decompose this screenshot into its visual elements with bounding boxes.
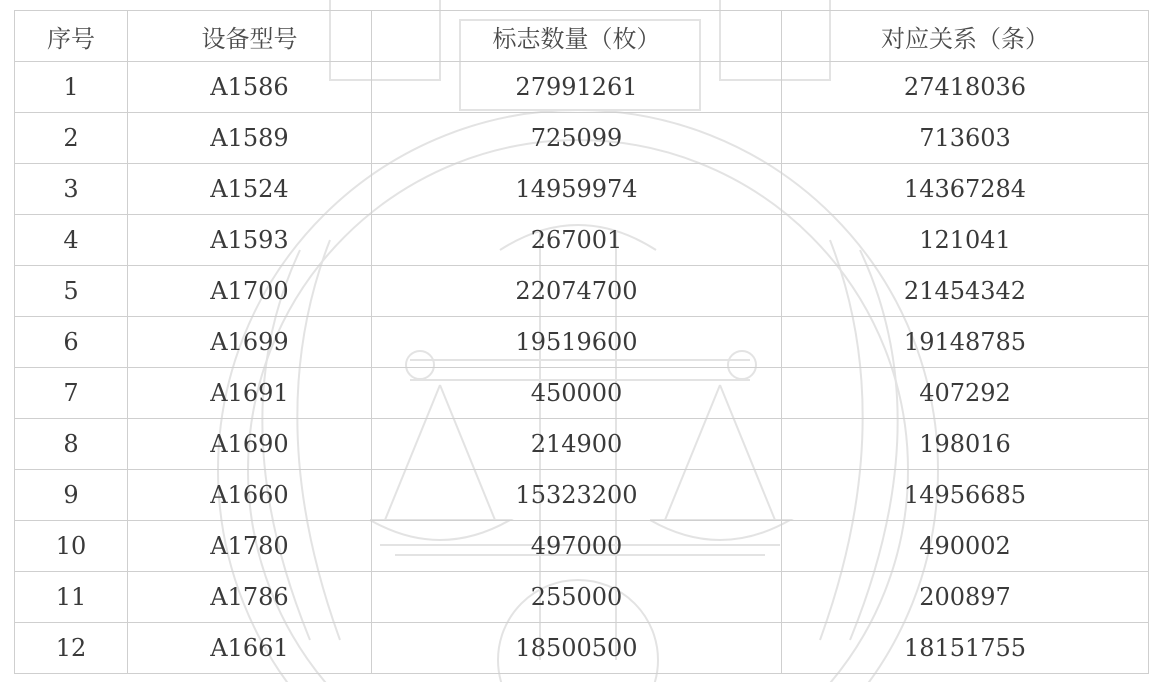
cell-device-model: A1593 [128,215,372,266]
table-row [15,62,1149,113]
table-row [15,572,1149,623]
cell-mapping-count: 14956685 [782,470,1149,521]
table-row [15,470,1149,521]
cell-index: 8 [15,419,128,470]
cell-mapping-count: 18151755 [782,623,1149,674]
cell-device-model: A1586 [128,62,372,113]
data-table [14,10,1149,674]
cell-index: 4 [15,215,128,266]
cell-device-model: A1524 [128,164,372,215]
cell-mark-count: 267001 [372,215,782,266]
table-row [15,317,1149,368]
header-device-model: 设备型号 [128,11,372,62]
cell-device-model: A1690 [128,419,372,470]
cell-mapping-count: 27418036 [782,62,1149,113]
cell-index: 2 [15,113,128,164]
cell-mark-count: 18500500 [372,623,782,674]
cell-index: 5 [15,266,128,317]
cell-mark-count: 15323200 [372,470,782,521]
cell-index: 9 [15,470,128,521]
cell-mark-count: 725099 [372,113,782,164]
cell-device-model: A1691 [128,368,372,419]
cell-mark-count: 214900 [372,419,782,470]
cell-mark-count: 19519600 [372,317,782,368]
cell-mapping-count: 490002 [782,521,1149,572]
cell-mark-count: 497000 [372,521,782,572]
cell-index: 12 [15,623,128,674]
cell-mark-count: 450000 [372,368,782,419]
cell-mark-count: 27991261 [372,62,782,113]
header-index: 序号 [15,11,128,62]
table-row [15,113,1149,164]
cell-device-model: A1786 [128,572,372,623]
cell-mapping-count: 200897 [782,572,1149,623]
table-header-row [15,11,1149,62]
cell-mark-count: 14959974 [372,164,782,215]
header-mapping-count: 对应关系（条） [782,11,1149,62]
cell-device-model: A1661 [128,623,372,674]
cell-device-model: A1699 [128,317,372,368]
cell-mapping-count: 14367284 [782,164,1149,215]
cell-index: 3 [15,164,128,215]
cell-mapping-count: 121041 [782,215,1149,266]
cell-device-model: A1660 [128,470,372,521]
table-row [15,368,1149,419]
cell-index: 6 [15,317,128,368]
table-row [15,521,1149,572]
table-row [15,623,1149,674]
table-row [15,419,1149,470]
cell-device-model: A1700 [128,266,372,317]
cell-index: 7 [15,368,128,419]
cell-device-model: A1589 [128,113,372,164]
table-row [15,266,1149,317]
cell-index: 11 [15,572,128,623]
cell-index: 10 [15,521,128,572]
cell-device-model: A1780 [128,521,372,572]
cell-mapping-count: 198016 [782,419,1149,470]
cell-mapping-count: 713603 [782,113,1149,164]
header-mark-count: 标志数量（枚） [372,11,782,62]
cell-mapping-count: 19148785 [782,317,1149,368]
cell-index: 1 [15,62,128,113]
cell-mapping-count: 407292 [782,368,1149,419]
table-row [15,164,1149,215]
table-row [15,215,1149,266]
cell-mapping-count: 21454342 [782,266,1149,317]
cell-mark-count: 22074700 [372,266,782,317]
cell-mark-count: 255000 [372,572,782,623]
